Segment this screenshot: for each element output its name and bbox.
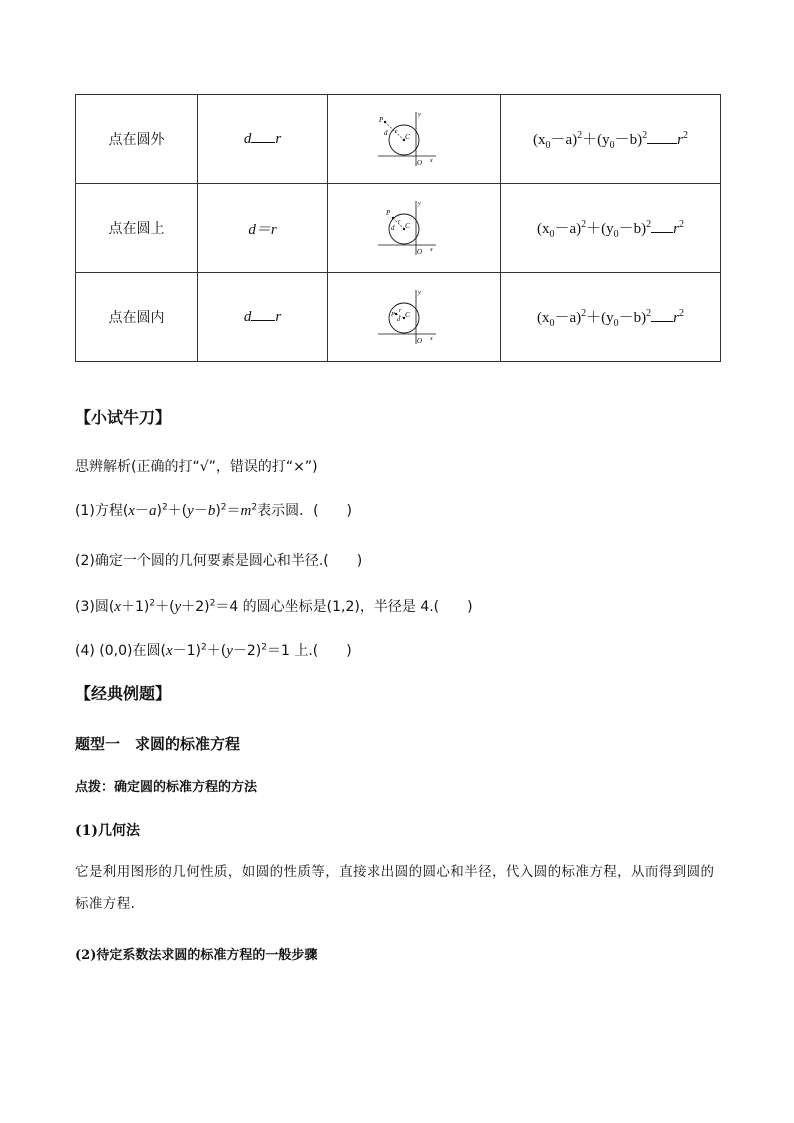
position-cell: 点在圆外: [76, 95, 198, 184]
method-1-body: 它是利用图形的几何性质，如圆的性质等，直接求出圆的圆心和半径，代入圆的标准方程，从而得到圆的标准方程.: [75, 864, 715, 912]
label-r: r: [398, 219, 401, 225]
point-inside-circle-figure: [374, 286, 454, 348]
instruction-text: 思辨解析(正确的打“√”，错误的打“×”): [75, 459, 318, 475]
label-y: y: [418, 201, 421, 207]
equation-condition: $(x_0-a)^2+(y_0-b)^2$ $r^2$: [501, 273, 721, 362]
position-cell: 点在圆内: [76, 273, 198, 362]
table-row: [76, 95, 721, 184]
label-o: O: [417, 248, 423, 256]
label-x: x: [430, 336, 433, 342]
position-cell: 点在圆上: [76, 184, 198, 273]
figure-cell: [328, 95, 501, 184]
equation-condition: $(x_0-a)^2+(y_0-b)^2$ $r^2$: [501, 184, 721, 273]
label-r: r: [395, 129, 398, 135]
method-1-title: (1)几何法: [75, 823, 140, 839]
question-2: (2)确定一个圆的几何要素是圆心和半径.( ): [75, 553, 363, 569]
label-c: C: [405, 221, 411, 230]
equation-condition: $(x_0-a)^2+(y_0-b)^2$ $r^2$: [501, 95, 721, 184]
label-x: x: [430, 158, 433, 164]
method-2-title: (2)待定系数法求圆的标准方程的一般步骤: [75, 948, 318, 963]
label-c: C: [405, 132, 411, 141]
question-1: (1)方程$(x-a)^2+(y-b)^2=m^2$表示圆．( ): [75, 502, 353, 519]
distance-condition: d r: [198, 95, 328, 184]
figure-cell: [328, 273, 501, 362]
question-4: (4) (0,0)在圆$(x-1)^2+(y-2)^2=1$ 上.( ): [75, 642, 352, 659]
point-circle-relation-table: [75, 94, 721, 362]
label-o: O: [417, 159, 423, 167]
label-y: y: [418, 112, 421, 118]
label-d: d: [391, 224, 395, 232]
section-title-practice: 【小试牛刀】: [75, 408, 172, 427]
distance-condition: d r: [198, 273, 328, 362]
label-y: y: [418, 290, 421, 296]
label-p: P: [386, 209, 391, 217]
figure-cell: [328, 184, 501, 273]
hint-text: 点拨：确定圆的标准方程的方法: [75, 780, 258, 795]
section-title-examples: 【经典例题】: [75, 684, 172, 703]
label-c: C: [405, 310, 411, 319]
question-3: (3)圆$(x+1)^2+(y+2)^2=4$ 的圆心坐标是(1,2)，半径是 4.( ): [75, 598, 473, 615]
label-x: x: [430, 247, 433, 253]
label-p: P: [379, 116, 384, 124]
type-title: 题型一 求圆的标准方程: [75, 735, 241, 753]
distance-condition: d＝r: [198, 184, 328, 273]
label-r: r: [399, 308, 402, 314]
label-p: P: [391, 311, 395, 318]
label-o: O: [417, 337, 423, 345]
table-row: [76, 184, 721, 273]
point-on-circle-figure: [374, 197, 454, 259]
table-row: [76, 273, 721, 362]
label-d: d: [384, 129, 388, 137]
label-d: d: [397, 317, 400, 323]
point-outside-circle-figure: [374, 108, 454, 170]
